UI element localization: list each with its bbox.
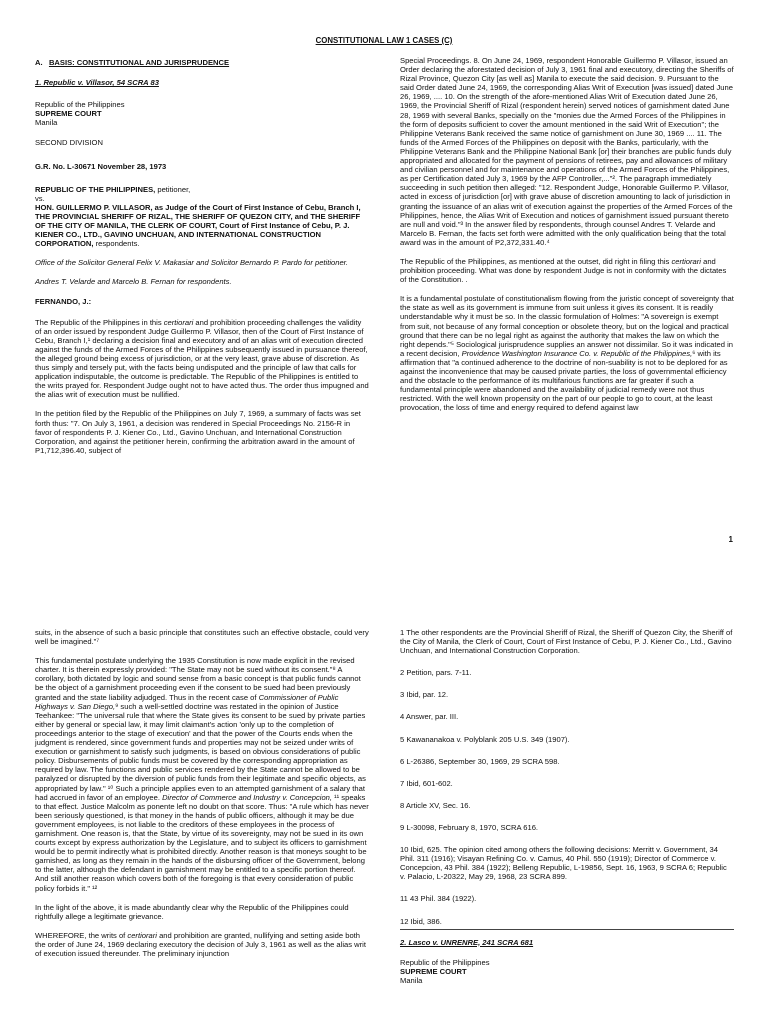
page-break <box>0 566 768 612</box>
opinion-paragraph-1: The Republic of the Philippines in this certiorari and prohibition proceeding challenges the validity of an order issued by respondent Judge Guillermo P. Villasor, then of the Court of First Instance of Cebu, Branch I,¹ declaring a decision final and executory and of an alias writ of execution directed against the funds of the Armed Forces of the Philippines subsequently issued in pursuance thereof, the alleged ground being excess of jurisdiction, or at the very least, grave abuse of discretion. As thus simply and tersely put, with the facts being undisputed and the principle of law that calls for application indisputable, the outcome is predictable. The Republic of the Philippines is entitled to the writs prayed for. Respondent Judge ought not to have acted thus. The order thus impugned and the alias writ of execution must be nullified. <box>35 317 369 400</box>
section-heading <box>35 58 369 67</box>
footnote: 9 L-30098, February 8, 1970, SCRA 616. <box>400 822 539 832</box>
respondents: HON. GUILLERMO P. VILLASOR, as Judge of the Court of First Instance of Cebu, Branch I, THE PROVINCIAL SHERIFF OF RIZAL, THE SHERIFF OF QUEZON CITY, and THE SHERIFF OF THE CITY OF MANILA, THE CLERK OF COURT, Court of First Instance of Cebu, P. J. KIENER CO., LTD., GAVINO UNCHUAN, AND INTERNATIONAL CONSTRUCTION CORPORATION, <box>35 202 361 249</box>
court-header <box>35 100 369 127</box>
opinion-paragraph-5: It is a fundamental postulate of constitutionalism flowing from the juristic concept of sovereignty that the state as well as its government is immune from suit unless it gives its consent. It is readily understandable why it must be so. In the classic formulation of Holmes: "A sovereign is exempt from suit, not because of any formal conception or obsolete theory, but on the logical and practical ground that there can be no legal right as against the authority that makes the law on which the right depends."⁵ Sociological jurisprudence supplies an answer not dissimilar. So it was indicated in a recent decision, Providence Washington Insurance Co. v. Republic of the Philippines,⁶ with its affirmation that "a continued adherence to the doctrine of non-suability is not to be deplored for as against the inconvenience that may be caused private parties, the loss of governmental efficiency and the obstacle to the performance of its multifarious functions are far greater if such a fundamental principle were abandoned and the availability of judicial remedy were not thus restricted. With the well known propensity on the part of our people to go to court, at the least provocation, the loss of time and energy required to defend against law <box>400 294 734 413</box>
footnotes-column <box>400 628 734 985</box>
dispositive-paragraph: WHEREFORE, the writs of certiorari and prohibition are granted, nullifying and setting aside both the order of June 24, 1969 declaring executory the decision of July 3, 1961 as well as the alias writ of execution issued thereunder. The preliminary injunction <box>35 930 366 958</box>
court-line-2: SUPREME COURT <box>35 109 102 119</box>
opinion-paragraph-7: This fundamental postulate underlying the 1935 Constitution is now made explicit in the revised charter. It is therein expressly provided: "The State may not be sued without its consent."⁸ A corollary, both dictated by logic and sound sense from a basic concept is that public funds cannot be the object of a garnishment proceeding even if the consent to be sued had been previously granted and the state liability adjudged. Thus in the recent case of Commissioner of Public Highways v. San Diego,⁹ such a well-settled doctrine was restated in the opinion of Justice Teehankee: "The universal rule that where the State gives its consent to be sued by private parties either by general or special law, it may limit claimant's action 'only up to the completion of proceedings anterior to the stage of execution' and that the power of the Courts ends when the judgment is rendered, since government funds and properties may not be seized under writs of execution or garnishment to satisfy such judgments, is based on obvious considerations of public policy. Disbursements of public funds must be covered by the corresponding appropriation as required by law. The functions and public services rendered by the State cannot be allowed to be paralyzed or disrupted by the diversion of public funds from their legitimate and specific objects, as appropriated by law." ¹⁰ Such a principle applies even to an attempted garnishment of a salary that had accrued in favor of an employee. Director of Commerce and Industry v. Concepcion, ¹¹ speaks to that effect. Justice Malcolm as ponente left no doubt on that score. Thus: "A rule which has never been seriously questioned, is that money in the hands of public officers, although it may be due government employees, is not liable to the creditors of these employees in the process of garnishment. One reason is, that the State, by virtue of its sovereignty, may not be sued in its own courts except by express authorization by the Legislature, and to subject its officers to garnishment would be to permit indirectly what is prohibited directly. Another reason is that moneys sought to be garnished, as long as they remain in the hands of the disbursing officer of the Government, belong to the latter, although the defendant in garnishment may be entitled to a specific portion thereof. And still another reason which covers both of the foregoing is that every consideration of public policy forbids it." ¹² <box>35 656 369 893</box>
petitioner: REPUBLIC OF THE PHILIPPINES, <box>35 184 156 194</box>
section-letter: A. <box>35 58 43 67</box>
case-2-heading: 2. Lasco v. UNRENRE, 241 SCRA 681 <box>400 937 534 947</box>
case-2-court-header <box>400 958 734 985</box>
gr-number: G.R. No. L-30671 November 28, 1973 <box>35 161 167 171</box>
footnote: 4 Answer, par. III. <box>400 712 459 722</box>
footnote: 1 The other respondents are the Provincial Sheriff of Rizal, the Sheriff of Quezon City, the Sheriff of the City of Manila, the Clerk of Court, Court of First Instance of Cebu, P. J. Kiener Co., Ltd., Gavino Unchuan, and International Construction Corporation. <box>400 628 733 656</box>
document-title: CONSTITUTIONAL LAW 1 CASES (C) <box>315 36 453 45</box>
footnote: 11 43 Phil. 384 (1922). <box>400 894 477 904</box>
section-title: BASIS: CONSTITUTIONAL AND JURISPRUDENCE <box>48 58 230 67</box>
case-heading: 1. Republic v. Villasor, 54 SCRA 83 <box>35 78 159 88</box>
case-parties <box>35 185 369 249</box>
right-column <box>400 56 734 422</box>
left-column <box>35 58 369 465</box>
court-line-1: Republic of the Philippines <box>400 957 490 967</box>
opinion-paragraph-6: suits, in the absence of such a basic principle that constitutes such an effective obstacle, could very well be imagined."⁷ <box>35 628 369 647</box>
footnote: 2 Petition, pars. 7-11. <box>400 668 472 678</box>
document-page-2 <box>0 612 768 1024</box>
court-line-1: Republic of the Philippines <box>35 100 125 110</box>
footnote: 7 Ibid, 601-602. <box>400 778 453 788</box>
counsel-petitioner: Office of the Solicitor General Felix V. Makasiar and Solicitor Bernardo P. Pardo for petitioner. <box>35 258 349 268</box>
left-column-page-2 <box>35 628 369 968</box>
opinion-paragraph-4: The Republic of the Philippines, as mentioned at the outset, did right in filing this certiorari and prohibition proceeding. What was done by respondent Judge is not in conformity with the dictates of the Constitution. . <box>400 256 727 285</box>
versus: vs. <box>35 193 45 203</box>
respondents-role: respondents. <box>93 239 140 249</box>
opinion-paragraph-8: In the light of the above, it is made abundantly clear why the Republic of the Philippines could rightfully allege a legitimate grievance. <box>35 902 349 921</box>
court-line-3: Manila <box>35 118 58 128</box>
counsel-respondents: Andres T. Velarde and Marcelo B. Fernan for respondents. <box>35 277 232 287</box>
footnote: 3 Ibid, par. 12. <box>400 690 449 700</box>
footnote: 6 L-26386, September 30, 1969, 29 SCRA 598. <box>400 756 560 766</box>
opinion-paragraph-3: Special Proceedings. 8. On June 24, 1969, respondent Honorable Guillermo P. Villasor, issued an Order declaring the aforestated decision of July 3, 1961 final and executory, directing the Sheriffs of Rizal Province, Quezon City [as well as] Manila to execute the said decision. 9. Pursuant to the said Order dated June 24, 1969, the corresponding Alias Writ of Execution [was issued] dated June 26, 1969, .... 10. On the strength of the afore-mentioned Alias Writ of Execution dated June 26, 1969, the Provincial Sheriff of Rizal (respondent herein) served notices of garnishment dated June 28, 1969 with several Banks, specially on the "monies due the Armed Forces of the Philippines in the form of deposits sufficient to cover the amount mentioned in the said Writ of Execution"; the Philippine Veterans Bank received the same notice of garnishment on June 30, 1969 .... 11. The funds of the Armed Forces of the Philippines on deposit with the Banks, particularly, with the Philippine Veterans Bank and the Philippine National Bank [or] their branches are public funds duly appropriated and allocated for the payment of pensions of retirees, pay and allowances of military and civilian personnel and for maintenance and operations of the Armed Forces of the Philippines, as per Certification dated July 3, 1969 by the AFP Controller,..."². The paragraph immediately succeeding in such petition then alleged: "12. Respondent Judge, Honorable Guillermo P. Villasor, acted in excess of jurisdiction [or] with grave abuse of discretion amounting to lack of jurisdiction in granting the issuance of an alias writ of execution against the properties of the Armed Forces of the Philippines, hence, the Alias Writ of Execution and notices of garnishment issued pursuant thereto are null and void."³ In the answer filed by respondents, through counsel Andres T. Velarde and Marcelo B. Fernan, the facts set forth were admitted with the only qualification being that the total award was in the amount of P2,372,331.40.⁴ <box>400 56 734 247</box>
opinion-paragraph-2: In the petition filed by the Republic of the Philippines on July 7, 1969, a summary of facts was set forth thus: "7. On July 3, 1961, a decision was rendered in Special Proceedings No. 2156-R in favor of respondents P. J. Kiener Co., Ltd., Gavino Unchuan, and International Construction Corporation, and against the petitioner herein, confirming the arbitration award in the amount of P1,712,396.40, subject of <box>35 409 361 455</box>
footnote-divider <box>400 929 734 930</box>
footnote: 12 Ibid, 386. <box>400 916 442 926</box>
footnote: 8 Article XV, Sec. 16. <box>400 800 471 810</box>
division: SECOND DIVISION <box>35 138 103 148</box>
petitioner-role: petitioner, <box>155 184 191 194</box>
page-number: 1 <box>728 535 733 544</box>
ponente: FERNANDO, J.: <box>35 296 92 306</box>
court-line-2: SUPREME COURT <box>400 966 467 976</box>
footnote: 10 Ibid, 625. The opinion cited among others the following decisions: Merritt v. Government, 34 Phil. 311 (1916); Visayan Refining Co. v. Camus, 40 Phil. 550 (1919); Director of Commerce v. Concepcion, 43 Phil. 384 (1922); Belleng Republic, L-19856, Sept. 16, 1963, 9 SCRA 6; Republic v. Palacio, L-20322, May 29, 1968, 23 SCRA 899. <box>400 845 727 882</box>
footnote: 5 Kawananakoa v. Polyblank 205 U.S. 349 (1907). <box>400 734 570 744</box>
court-line-3: Manila <box>400 975 423 985</box>
